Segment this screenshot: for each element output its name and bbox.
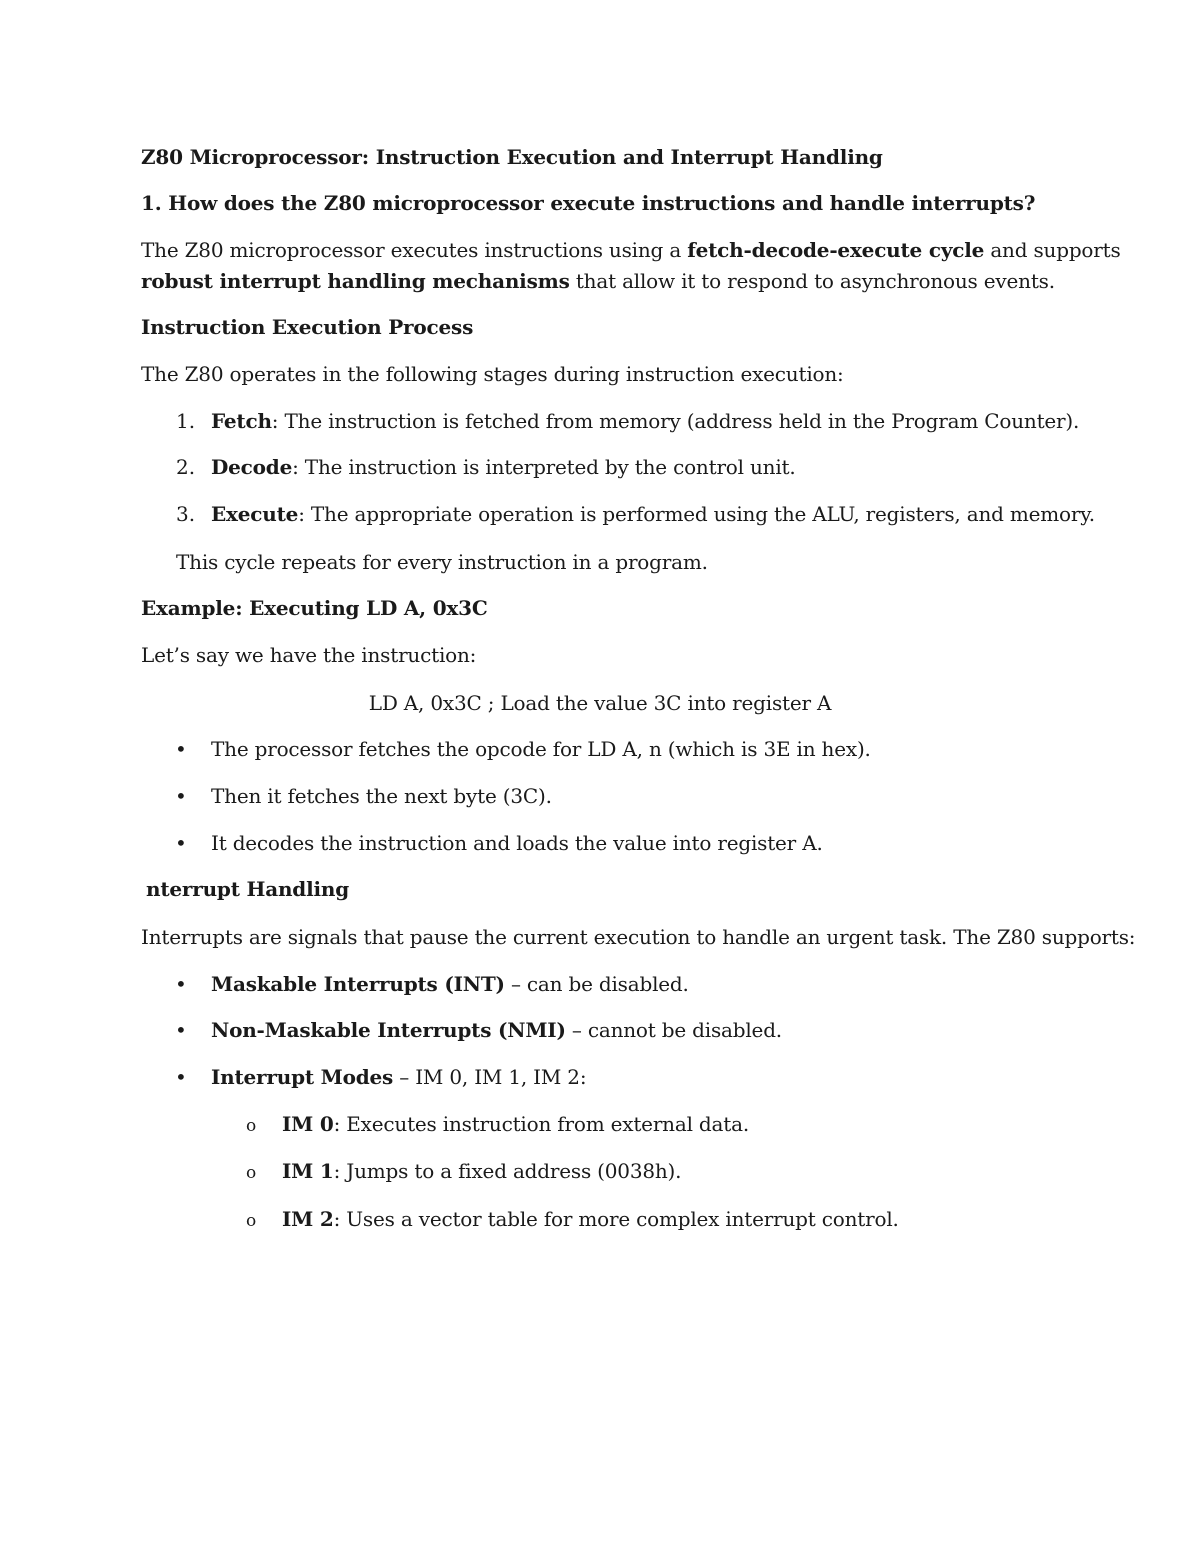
mode-im0 <box>282 1111 749 1137</box>
bullet-icon: • <box>175 737 187 761</box>
interrupt-item-maskable <box>211 971 689 997</box>
interrupt-term: Interrupt Modes <box>211 1065 394 1089</box>
mode-desc: : Jumps to a fixed address (0038h). <box>333 1159 682 1183</box>
step-number-2: 2. <box>176 455 196 479</box>
intro-text-b: and supports <box>984 238 1121 262</box>
bullet-icon: • <box>175 1065 187 1089</box>
execution-repeat-note: This cycle repeats for every instruction in a program. <box>176 550 708 574</box>
example-bullet-3: It decodes the instruction and loads the value into register A. <box>211 831 823 855</box>
document-title: Z80 Microprocessor: Instruction Execution and Interrupt Handling <box>141 145 883 169</box>
intro-bold-cycle: fetch-decode-execute cycle <box>687 238 985 262</box>
circle-bullet-icon: o <box>246 1116 257 1136</box>
intro-paragraph-line-1 <box>141 237 1121 263</box>
example-lead: Let’s say we have the instruction: <box>141 643 477 667</box>
circle-bullet-icon: o <box>246 1211 257 1231</box>
intro-paragraph-line-2 <box>141 268 1055 294</box>
step-text: : The instruction is fetched from memory (address held in the Program Counter). <box>271 409 1080 433</box>
example-heading: Example: Executing LD A, 0x3C <box>141 596 488 620</box>
mode-im1 <box>282 1158 681 1184</box>
mode-term: IM 2 <box>282 1207 334 1231</box>
execution-heading: Instruction Execution Process <box>141 315 474 339</box>
interrupt-term: Non-Maskable Interrupts (NMI) <box>211 1018 566 1042</box>
execution-lead: The Z80 operates in the following stages during instruction execution: <box>141 362 844 386</box>
intro-bold-interrupts: robust interrupt handling mechanisms <box>141 269 570 293</box>
question-heading: 1. How does the Z80 microprocessor execute instructions and handle interrupts? <box>141 191 1036 215</box>
step-execute <box>211 501 1095 527</box>
bullet-icon: • <box>175 1018 187 1042</box>
step-number-3: 3. <box>176 502 196 526</box>
step-text: : The instruction is interpreted by the control unit. <box>292 455 796 479</box>
interrupt-item-modes <box>211 1064 586 1090</box>
interrupt-desc: – IM 0, IM 1, IM 2: <box>393 1065 587 1089</box>
step-decode <box>211 454 796 480</box>
bullet-icon: • <box>175 972 187 996</box>
mode-im2 <box>282 1206 899 1232</box>
intro-text-c: that allow it to respond to asynchronous events. <box>569 269 1055 293</box>
example-code-line: LD A, 0x3C ; Load the value 3C into register A <box>368 691 832 715</box>
step-term: Decode <box>211 455 293 479</box>
step-text: : The appropriate operation is performed using the ALU, registers, and memory. <box>298 502 1095 526</box>
mode-desc: : Executes instruction from external data. <box>333 1112 749 1136</box>
circle-bullet-icon: o <box>246 1163 257 1183</box>
example-bullet-2: Then it fetches the next byte (3C). <box>211 784 552 808</box>
bullet-icon: • <box>175 784 187 808</box>
interrupt-lead: Interrupts are signals that pause the current execution to handle an urgent task. The Z80 supports: <box>141 925 1136 949</box>
mode-term: IM 1 <box>282 1159 334 1183</box>
mode-term: IM 0 <box>282 1112 334 1136</box>
example-bullet-1: The processor fetches the opcode for LD A, n (which is 3E in hex). <box>211 737 871 761</box>
interrupt-desc: – cannot be disabled. <box>565 1018 782 1042</box>
mode-desc: : Uses a vector table for more complex interrupt control. <box>333 1207 899 1231</box>
step-fetch <box>211 408 1079 434</box>
interrupt-term: Maskable Interrupts (INT) <box>211 972 505 996</box>
step-term: Fetch <box>211 409 272 433</box>
interrupt-desc: – can be disabled. <box>504 972 689 996</box>
interrupt-item-nmi <box>211 1017 782 1043</box>
step-term: Execute <box>211 502 299 526</box>
bullet-icon: • <box>175 831 187 855</box>
step-number-1: 1. <box>176 409 196 433</box>
interrupt-heading: nterrupt Handling <box>146 877 350 901</box>
intro-text-a: The Z80 microprocessor executes instructions using a <box>141 238 688 262</box>
